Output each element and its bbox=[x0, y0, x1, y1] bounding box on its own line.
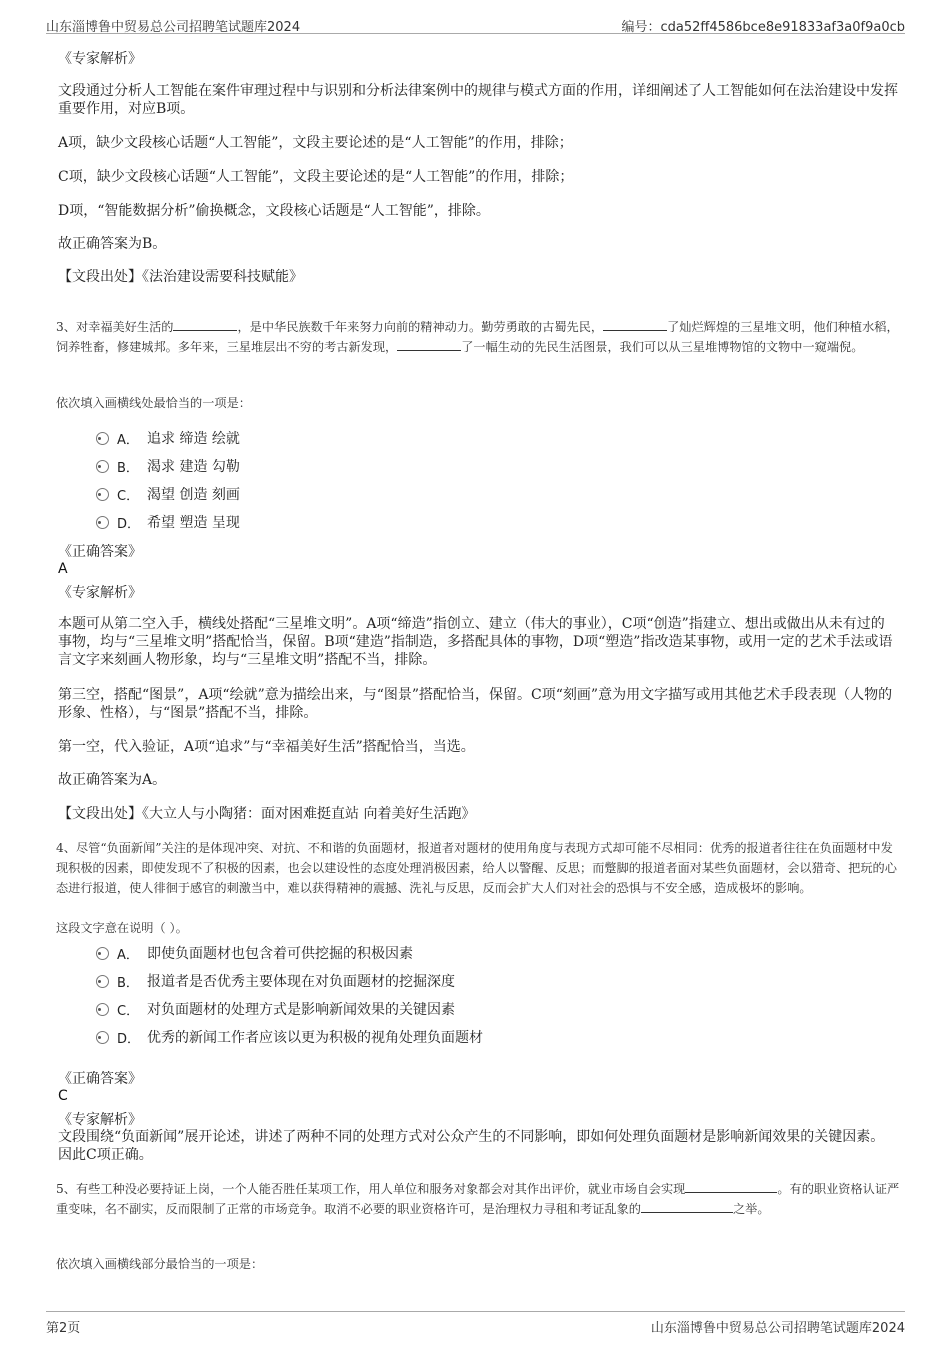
q3-analysis-p1: 本题可从第二空入手，横线处搭配“三星堆文明”。A项“缔造”指创立、建立（伟大的事业），C项“创造”指建立、想出或做出从未有过的事物，均与“三星堆文明”搭配恰当，保留。B项“建造”指制造，多搭配具体的事物，D项“塑造”指改造某事物，或用一定的艺术手法或语言文字来刻画人物形象，均与“三星堆文明”搭配不当，排除。 bbox=[58, 616, 893, 668]
q3-answer-label: 《正确答案》 bbox=[58, 544, 142, 560]
q4-answer-label: 《正确答案》 bbox=[58, 1071, 142, 1087]
q2-analysis-p1: 文段通过分析人工智能在案件审理过程中与识别和分析法律案例中的规律与模式方面的作用，详细阐述了人工智能如何在法治建设中发挥重要作用，对应B项。 bbox=[58, 83, 898, 117]
q3-blank-3[interactable] bbox=[397, 339, 461, 351]
q3-blank-2[interactable] bbox=[603, 319, 667, 331]
q3-option-b[interactable]: B． 渴求 建造 勾勒 bbox=[96, 456, 240, 476]
radio-icon[interactable] bbox=[96, 432, 109, 445]
q5-blank-2[interactable] bbox=[641, 1201, 733, 1213]
q4-option-c[interactable]: C． 对负面题材的处理方式是影响新闻效果的关键因素 bbox=[96, 999, 455, 1019]
header-doc-id: 编号：cda52ff4586bce8e91833af3a0f9a0cb bbox=[621, 20, 905, 35]
q2-analysis-p3: C项，缺少文段核心话题“人工智能”，文段主要论述的是“人工智能”的作用，排除； bbox=[58, 169, 574, 185]
q5-blank-1[interactable] bbox=[685, 1181, 777, 1193]
q3-prompt: 依次填入画横线处最恰当的一项是： bbox=[56, 396, 251, 410]
q2-analysis-label: 《专家解析》 bbox=[58, 51, 142, 67]
q3-answer: A bbox=[58, 561, 68, 577]
q3-source: 【文段出处】《大立人与小陶猪：面对困难挺直站 向着美好生活跑》 bbox=[58, 806, 476, 822]
radio-icon[interactable] bbox=[96, 488, 109, 501]
radio-icon[interactable] bbox=[96, 516, 109, 529]
q2-analysis-p5: 故正确答案为B。 bbox=[58, 236, 167, 252]
q3-option-a[interactable]: A． 追求 缔造 绘就 bbox=[96, 428, 240, 448]
q3-option-c[interactable]: C． 渴望 创造 刻画 bbox=[96, 484, 240, 504]
radio-icon[interactable] bbox=[96, 1003, 109, 1016]
q4-analysis-label: 《专家解析》 bbox=[58, 1112, 142, 1128]
page-number: 第2页 bbox=[46, 1321, 81, 1336]
footer-title: 山东淄博鲁中贸易总公司招聘笔试题库2024 bbox=[650, 1321, 905, 1336]
q3-analysis-p4: 故正确答案为A。 bbox=[58, 772, 167, 788]
q4-option-b[interactable]: B． 报道者是否优秀主要体现在对负面题材的挖掘深度 bbox=[96, 971, 455, 991]
q2-source: 【文段出处】《法治建设需要科技赋能》 bbox=[58, 269, 303, 285]
header-title: 山东淄博鲁中贸易总公司招聘笔试题库2024 bbox=[46, 20, 301, 35]
q4-option-a[interactable]: A． 即使负面题材也包含着可供挖掘的积极因素 bbox=[96, 943, 413, 963]
radio-icon[interactable] bbox=[96, 975, 109, 988]
q4-option-d[interactable]: D． 优秀的新闻工作者应该以更为积极的视角处理负面题材 bbox=[96, 1027, 483, 1047]
page-footer bbox=[46, 1311, 905, 1335]
q3-analysis-label: 《专家解析》 bbox=[58, 585, 142, 601]
q3-analysis-p3: 第一空，代入验证，A项“追求”与“幸福美好生活”搭配恰当，当选。 bbox=[58, 739, 475, 755]
radio-icon[interactable] bbox=[96, 1031, 109, 1044]
q4-answer: C bbox=[58, 1088, 68, 1104]
q4-stem: 4、尽管“负面新闻”关注的是体现冲突、对抗、不和谐的负面题材，报道者对题材的使用角度与表现方式却可能不尽相同：优秀的报道者往往在负面题材中发现积极的因素，即使发现不了积极的因素，也会以建设性的态度处理消极因素，给人以警醒、反思；而蹩脚的报道者面对某些负面题材，会以猎奇、把玩的心态进行报道，使人徘徊于感官的刺激当中，难以获得精神的震撼、洗礼与反思，反而会扩大人们对社会的恐惧与不安全感，造成极坏的影响。 bbox=[56, 841, 897, 895]
q2-analysis-p2: A项，缺少文段核心话题“人工智能”，文段主要论述的是“人工智能”的作用，排除； bbox=[58, 135, 573, 151]
q2-analysis-p4: D项，“智能数据分析”偷换概念，文段核心话题是“人工智能”，排除。 bbox=[58, 203, 490, 219]
q4-analysis-p1: 文段围绕“负面新闻”展开论述，讲述了两种不同的处理方式对公众产生的不同影响，即如何处理负面题材是影响新闻效果的关键因素。因此C项正确。 bbox=[58, 1129, 885, 1163]
page-header bbox=[46, 14, 905, 34]
q3-blank-1[interactable] bbox=[173, 319, 237, 331]
radio-icon[interactable] bbox=[96, 947, 109, 960]
q3-option-d[interactable]: D． 希望 塑造 呈现 bbox=[96, 512, 240, 532]
radio-icon[interactable] bbox=[96, 460, 109, 473]
q5-stem: 5、有些工种没必要持证上岗，一个人能否胜任某项工作，用人单位和服务对象都会对其作出评价，就业市场自会实现 。有的职业资格认证严重变味，名不副实，反而限制了正常的市场竞争。取消不必要的职业资格许可，是治理权力寻租和考证乱象的 之举。 bbox=[56, 1182, 900, 1216]
q4-prompt: 这段文字意在说明（ ）。 bbox=[56, 921, 188, 935]
q3-analysis-p2: 第三空，搭配“图景”，A项“绘就”意为描绘出来，与“图景”搭配恰当，保留。C项“刻画”意为用文字描写或用其他艺术手段表现（人物的形象、性格），与“图景”搭配不当，排除。 bbox=[58, 687, 893, 721]
q3-stem: 3、对幸福美好生活的 ，是中华民族数千年来努力向前的精神动力。勤劳勇敢的古蜀先民， 了灿烂辉煌的三星堆文明，他们种植水稻，饲养牲畜，修建城邦。多年来，三星堆层出不穷的考古新发现， 了一幅生动的先民生活图景，我们可以从三星堆博物馆的文物中一窥端倪。 bbox=[56, 320, 899, 354]
q5-prompt: 依次填入画横线部分最恰当的一项是： bbox=[56, 1257, 264, 1271]
